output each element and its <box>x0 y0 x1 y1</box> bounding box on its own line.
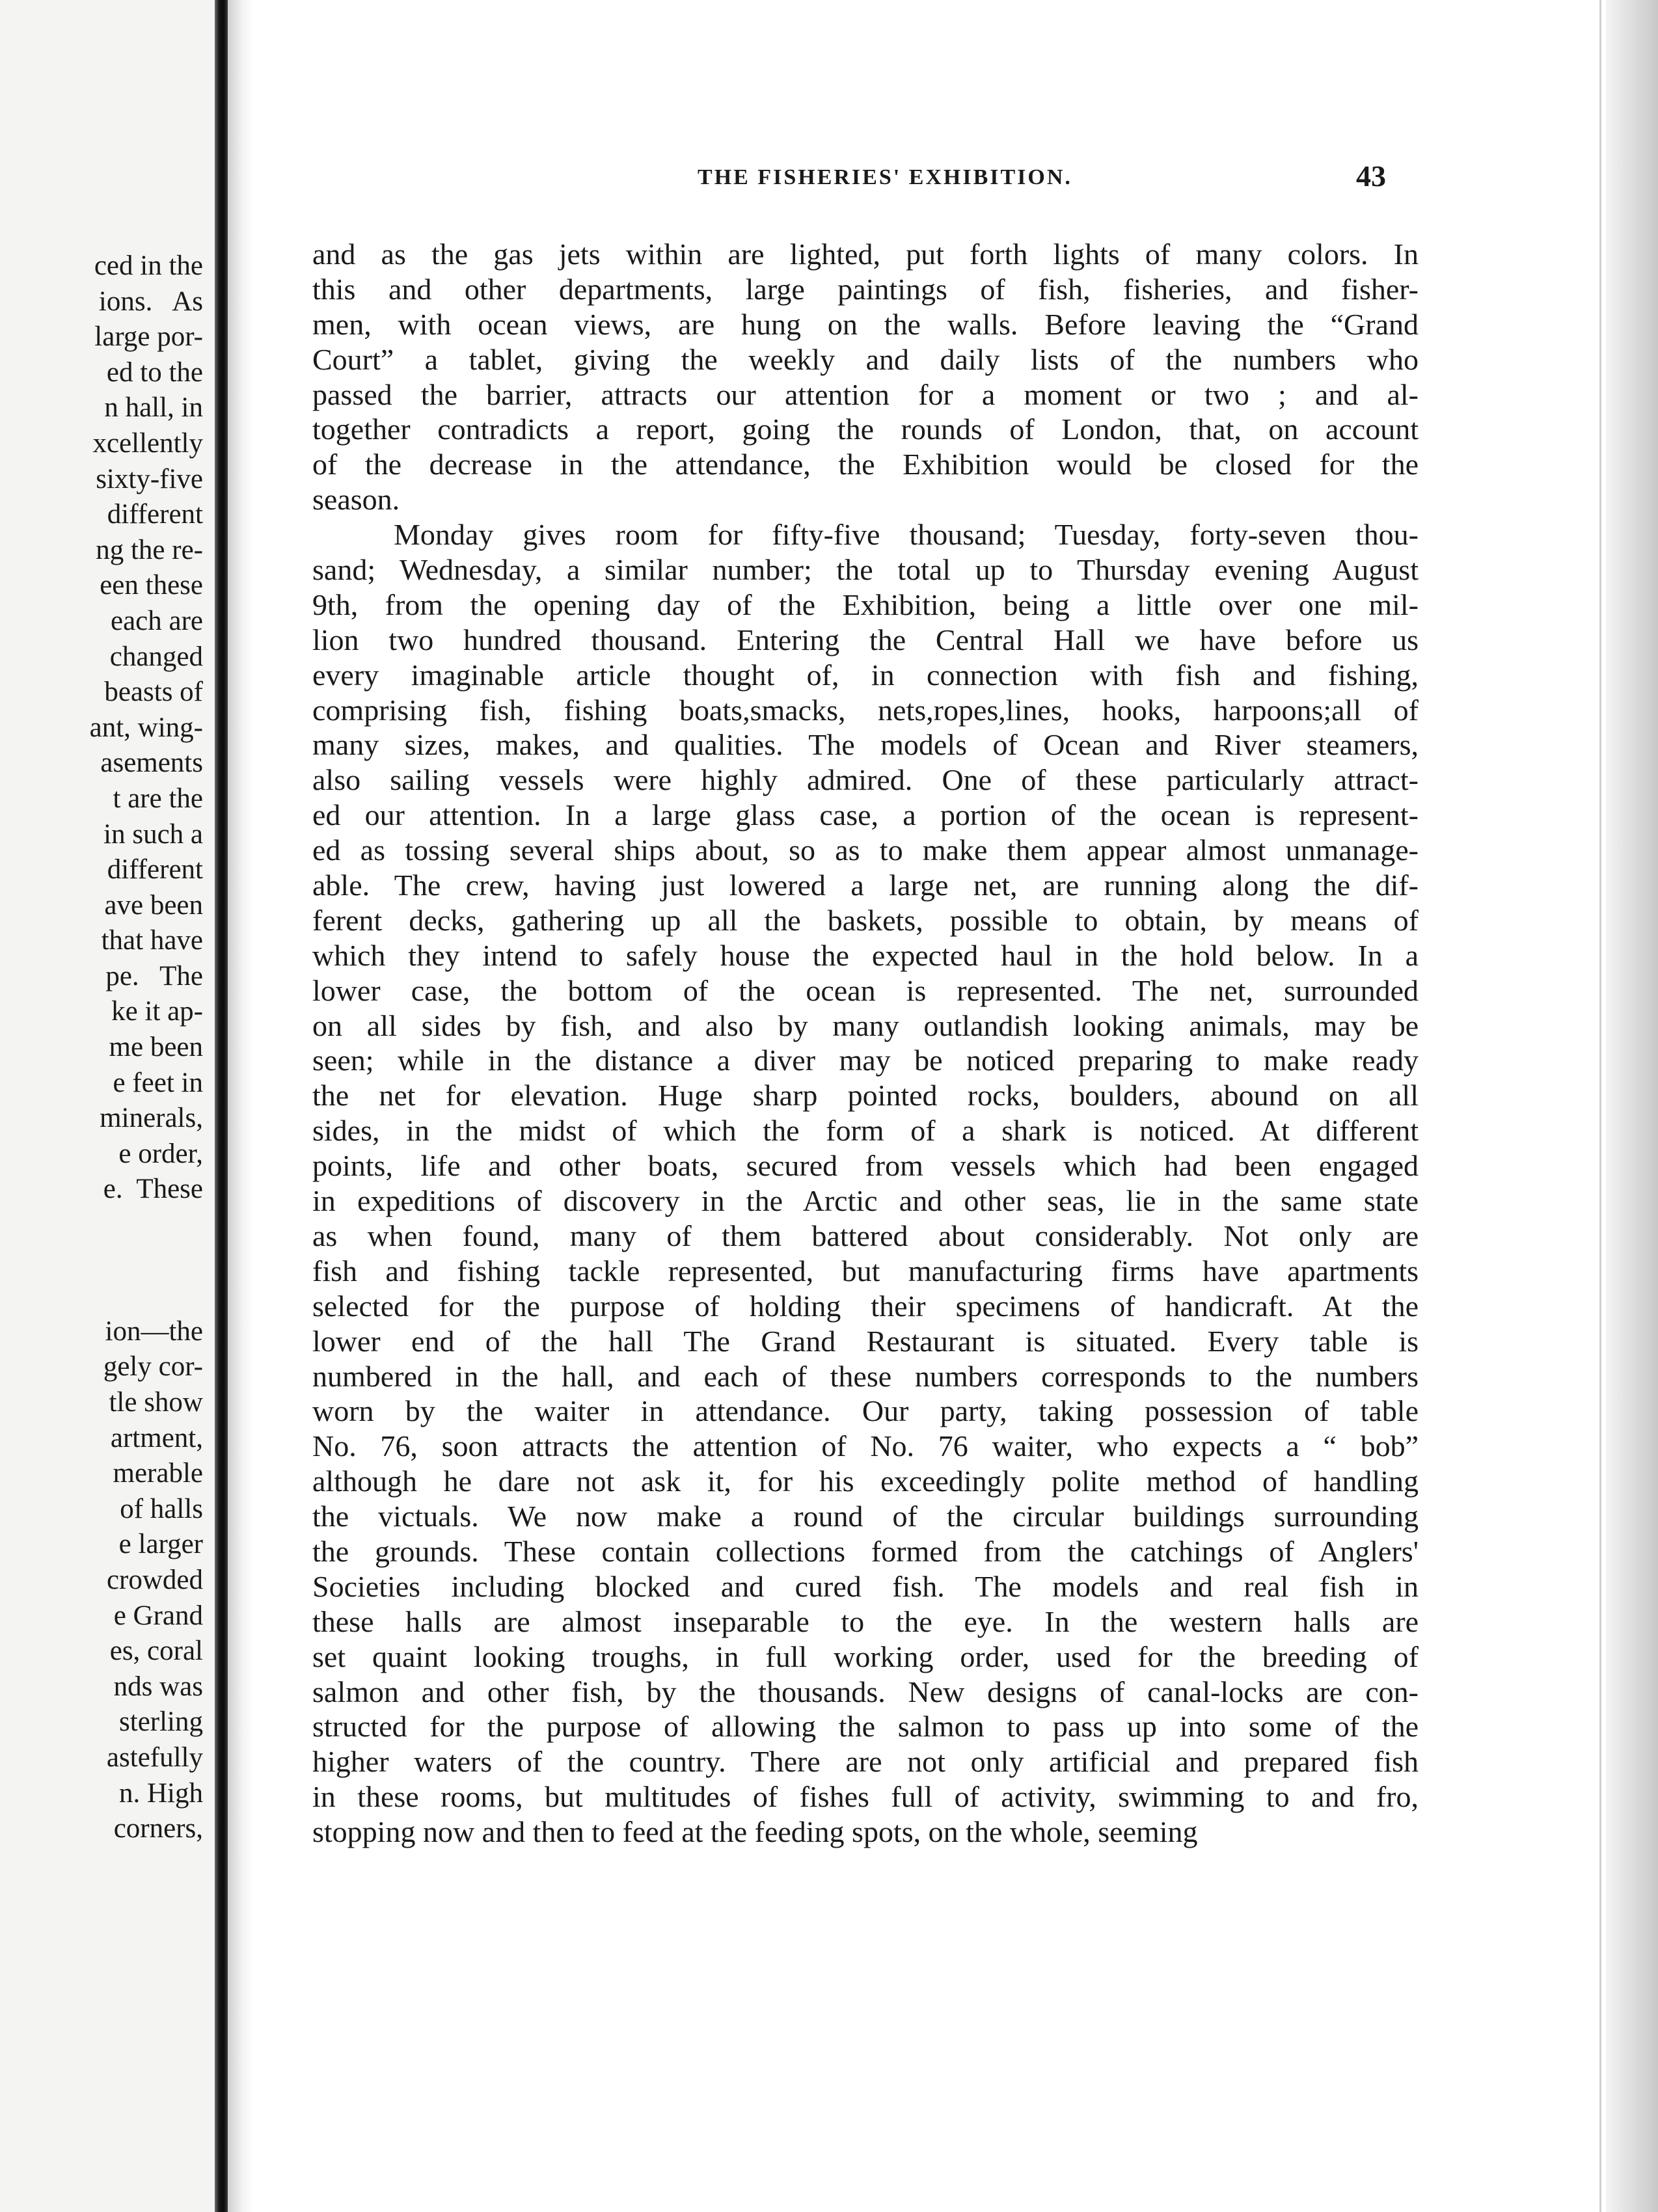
left-page-line: ant, wing- <box>89 712 203 743</box>
text-line: ed our attention. In a large glass case, a portion of the ocean is represent- <box>312 798 1419 832</box>
left-page-line: ion—the <box>105 1315 203 1347</box>
left-page-line: ed to the <box>106 357 203 388</box>
text-line: these halls are almost inseparable to the eye. In the western halls are <box>312 1604 1419 1638</box>
text-line: the victuals. We now make a round of the circular buildings surrounding <box>312 1500 1419 1533</box>
left-page-line: different <box>107 499 203 530</box>
left-page-line: merable <box>113 1458 203 1489</box>
left-page-text <box>90 249 203 1847</box>
text-line: as when found, many of them battered about considerably. Not only are <box>312 1219 1419 1252</box>
left-page-line: each are <box>111 605 203 636</box>
text-line: passed the barrier, attracts our attention for a moment or two ; and al- <box>312 377 1419 411</box>
left-page-line <box>90 1243 203 1279</box>
left-page-line: beasts of <box>104 677 203 708</box>
text-line: higher waters of the country. There are not only artificial and prepared fish <box>312 1745 1419 1779</box>
text-line: Societies including blocked and cured fish. The models and real fish in <box>312 1569 1419 1603</box>
text-line: lower case, the bottom of the ocean is represented. The net, surrounded <box>312 973 1419 1007</box>
left-page-line: e larger <box>118 1529 203 1560</box>
left-page-line: of halls <box>120 1493 203 1524</box>
left-page-line: es, coral <box>109 1636 203 1667</box>
text-line: Monday gives room for fifty-five thousand; Tuesday, forty-seven thou- <box>394 518 1419 552</box>
running-title: THE FISHERIES' EXHIBITION. <box>698 165 1072 189</box>
body-text <box>312 237 1419 1850</box>
left-page-line: corners, <box>113 1813 203 1844</box>
text-line: fish and fishing tackle represented, but manufacturing firms have apartments <box>312 1254 1419 1288</box>
text-line: 9th, from the opening day of the Exhibition, being a little over one mil- <box>312 587 1419 621</box>
left-page-line: that have <box>101 925 203 956</box>
text-line: Court” a tablet, giving the weekly and daily lists of the numbers who <box>312 342 1419 376</box>
text-line: together contradicts a report, going the rounds of London, that, on account <box>312 412 1419 446</box>
text-line: selected for the purpose of holding their specimens of handicraft. At the <box>312 1289 1419 1323</box>
text-line: season. <box>312 483 400 517</box>
left-page-line: artment, <box>110 1422 203 1453</box>
left-page-line: e. These <box>103 1174 203 1205</box>
text-line: of the decrease in the attendance, the Exhibition would be closed for the <box>312 448 1419 481</box>
left-page-line: e Grand <box>113 1600 203 1631</box>
left-page-line: large por- <box>94 321 203 353</box>
text-line: lion two hundred thousand. Entering the Central Hall we have before us <box>312 623 1419 656</box>
left-page-line: ced in the <box>94 250 203 281</box>
left-page-line: ave been <box>104 889 203 921</box>
text-line: seen; while in the distance a diver may be noticed preparing to make ready <box>312 1044 1419 1077</box>
text-line: No. 76, soon attracts the attention of No. 76 waiter, who expects a “ bob” <box>312 1429 1419 1463</box>
text-line: men, with ocean views, are hung on the walls. Before leaving the “Grand <box>312 307 1419 341</box>
text-line: the net for elevation. Huge sharp pointed rocks, boulders, abound on all <box>312 1079 1419 1113</box>
left-page-line: in such a <box>103 818 203 850</box>
left-page-line: n. High <box>119 1777 203 1809</box>
left-page-line: crowded <box>106 1564 203 1595</box>
left-page-line: pe. The <box>105 960 203 991</box>
left-page-line: minerals, <box>100 1103 203 1134</box>
text-line: structed for the purpose of allowing the salmon to pass up into some of the <box>312 1710 1419 1744</box>
text-line: sand; Wednesday, a similar number; the total up to Thursday evening August <box>312 553 1419 587</box>
left-page-line: ke it ap- <box>111 996 203 1027</box>
text-line: on all sides by fish, and also by many outlandish looking animals, may be <box>312 1008 1419 1042</box>
page-number: 43 <box>1356 159 1386 193</box>
text-line: also sailing vessels were highly admired. One of these particularly attract- <box>312 763 1419 797</box>
text-line: in expeditions of discovery in the Arctic and other seas, lie in the same state <box>312 1184 1419 1218</box>
text-line: although he dare not ask it, for his exceedingly polite method of handling <box>312 1464 1419 1498</box>
text-line: many sizes, makes, and qualities. The models of Ocean and River steamers, <box>312 728 1419 762</box>
left-page-line: t are the <box>113 783 203 814</box>
left-page-line: astefully <box>106 1742 203 1773</box>
left-page-line: tle show <box>109 1387 203 1418</box>
left-page-line: een these <box>100 570 203 601</box>
text-line: the grounds. These contain collections formed from the catchings of Anglers' <box>312 1534 1419 1568</box>
text-line: every imaginable article thought of, in connection with fish and fishing, <box>312 658 1419 692</box>
text-line: sides, in the midst of which the form of a shark is noticed. At different <box>312 1114 1419 1148</box>
left-page-line: different <box>107 854 203 885</box>
book-gutter <box>215 0 228 2212</box>
gutter-shadow <box>228 0 254 2212</box>
text-line: this and other departments, large paintings of fish, fisheries, and fisher- <box>312 272 1419 306</box>
left-page-line: sixty-five <box>96 463 203 494</box>
left-page-line: gely cor- <box>103 1351 203 1382</box>
left-page-line: n hall, in <box>104 392 203 424</box>
text-line: points, life and other boats, secured from vessels which had been engaged <box>312 1149 1419 1183</box>
left-page-line: me been <box>109 1032 203 1063</box>
text-line: which they intend to safely house the expected haul in the hold below. In a <box>312 938 1419 972</box>
left-page-line: sterling <box>119 1706 203 1738</box>
left-page-line: e order, <box>118 1138 203 1169</box>
text-line: worn by the waiter in attendance. Our party, taking possession of table <box>312 1394 1419 1428</box>
left-page-line: asements <box>100 748 203 779</box>
left-page-line <box>90 1207 203 1243</box>
text-line: ferent decks, gathering up all the baskets, possible to obtain, by means of <box>312 903 1419 937</box>
text-line: and as the gas jets within are lighted, put forth lights of many colors. In <box>312 237 1419 271</box>
left-page-line: ions. As <box>98 286 203 317</box>
text-line: numbered in the hall, and each of these numbers corresponds to the numbers <box>312 1359 1419 1393</box>
text-line: ed as tossing several ships about, so as to make them appear almost unmanage- <box>312 833 1419 867</box>
left-page-line: nds was <box>113 1671 203 1702</box>
page-edge-line <box>1599 0 1601 2212</box>
text-line: salmon and other fish, by the thousands. New designs of canal-locks are con- <box>312 1675 1419 1708</box>
left-page-fragment <box>0 0 215 2212</box>
text-line: stopping now and then to feed at the feeding spots, on the whole, seeming <box>312 1815 1198 1849</box>
left-page-line: e feet in <box>113 1067 203 1098</box>
text-line: lower end of the hall The Grand Restaurant is situated. Every table is <box>312 1324 1419 1358</box>
text-line: able. The crew, having just lowered a large net, are running along the dif- <box>312 869 1419 902</box>
left-page-line: changed <box>109 641 203 672</box>
left-page-line: xcellently <box>92 427 203 459</box>
right-page-edge <box>1606 0 1658 2212</box>
left-page-line: ng the re- <box>96 534 203 565</box>
left-page-line <box>90 1278 203 1314</box>
text-line: comprising fish, fishing boats,smacks, nets,ropes,lines, hooks, harpoons;all of <box>312 693 1419 727</box>
text-line: in these rooms, but multitudes of fishes full of activity, swimming to and fro, <box>312 1780 1419 1814</box>
text-line: set quaint looking troughs, in full working order, used for the breeding of <box>312 1639 1419 1673</box>
